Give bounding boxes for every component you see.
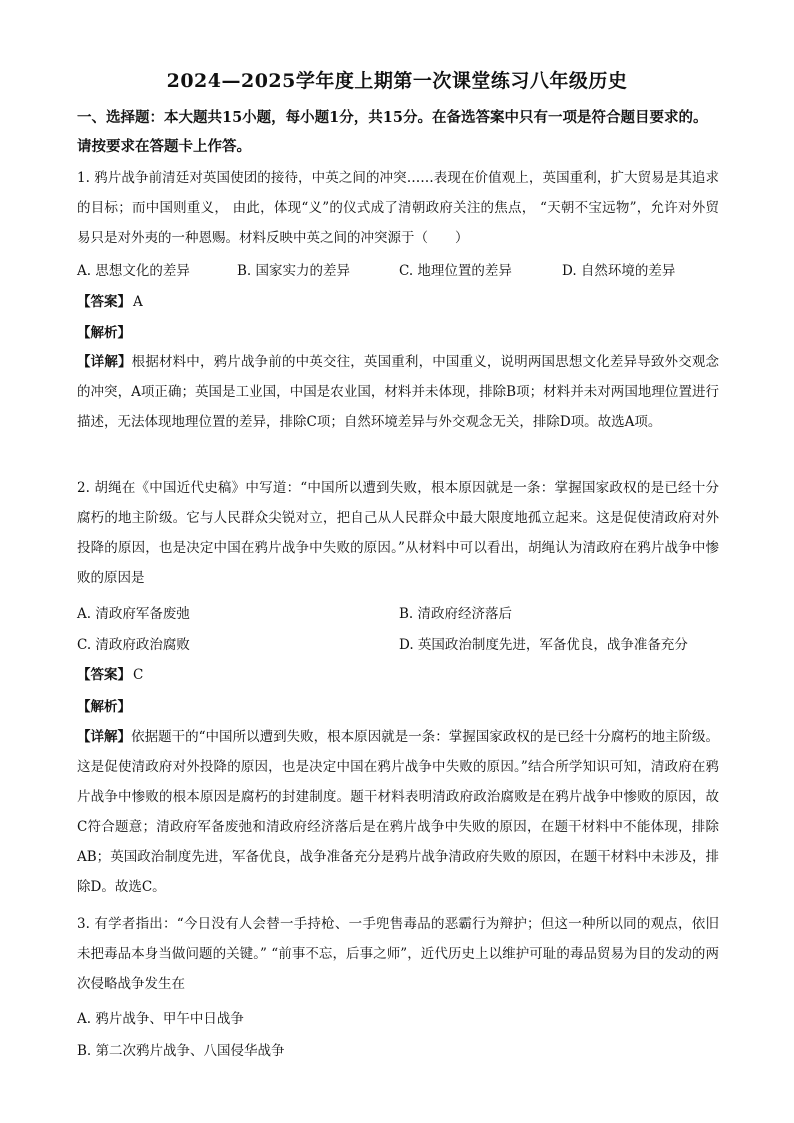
question-1-analysis — [77, 323, 131, 343]
answer-label: 【答案】 — [77, 294, 131, 310]
answer-value: C — [133, 667, 144, 683]
question-1-option-b: B. 国家实力的差异 — [237, 263, 351, 279]
detail-text: 根据材料中，鸦片战争前的中英交往，英国重利，中国重义，说明两国思想文化差异导致外交观念的冲突，A项正确；英国是工业国，中国是农业国，材料并未体现，排除B项；材料并未对两国地理位置进行描述，无法体现地理位置的差异，排除C项；自然环境差异与外交观念无关，排除D项。故选A项。 — [77, 354, 720, 430]
question-1-detail — [77, 347, 719, 437]
question-2-stem: 2. 胡绳在《中国近代史稿》中写道：“中国所以遭到失败，根本原因就是一条：掌握国家政权的是已经十分腐朽的地主阶级。它与人民群众尖锐对立，把自己从人民群众中最大限度地孤立起来。这是促使清政府对外投降的原因，也是决定中国在鸦片战争中失败的原因。”从材料中可以看出，胡绳认为清政府在鸦片战争中惨败的原因是 — [77, 480, 719, 586]
question-2-detail — [77, 722, 719, 902]
answer-label: 【答案】 — [77, 667, 131, 683]
question-1-option-a: A. 思想文化的差异 — [77, 263, 190, 279]
answer-value: A — [133, 294, 143, 310]
question-1-stem: 1. 鸦片战争前清廷对英国使团的接待，中英之间的冲突……表现在价值观上，英国重利，扩大贸易是其追求的目标；而中国则重义， 由此，体现“义”的仪式成了清朝政府关注的焦点， “天朝不宝远物”，允许对外贸易只是对外夷的一种恩赐。材料反映中英之间的冲突源于（ ） — [77, 170, 719, 246]
question-2-option-a: A. 清政府军备废弛 — [77, 606, 190, 622]
detail-text: 依据题干的“中国所以遭到失败，根本原因就是一条：掌握国家政权的是已经十分腐朽的地主阶级。这是促使清政府对外投降的原因，也是决定中国在鸦片战争中失败的原因。”结合所学知识可知，清政府在鸦片战争中惨败的根本原因是腐朽的封建制度。题干材料表明清政府政治腐败是在鸦片战争中惨败的原因，故C符合题意；清政府军备废弛和清政府经济落后是在鸦片战争中失败的原因，在题干材料中不能体现，排除AB；英国政治制度先进，军备优良，战争准备充分是鸦片战争清政府失败的原因，在题干材料中未涉及，排除D。故选C。 — [77, 729, 720, 895]
section-one-instructions: 一、选择题：本大题共15小题，每小题1分，共15分。在备选答案中只有一项是符合题目要求的。请按要求在答题卡上作答。 — [77, 109, 708, 155]
question-1-answer — [77, 292, 143, 312]
analysis-label: 【解析】 — [77, 325, 131, 341]
question-3-option-a: A. 鸦片战争、甲午中日战争 — [77, 1011, 244, 1027]
detail-label: 【详解】 — [77, 729, 132, 745]
analysis-label: 【解析】 — [77, 699, 131, 715]
exam-title: 2024—2025学年度上期第一次课堂练习八年级历史 — [166, 70, 628, 92]
detail-label: 【详解】 — [77, 354, 132, 370]
question-3-option-b: B. 第二次鸦片战争、八国侵华战争 — [77, 1043, 285, 1059]
question-3-stem: 3. 有学者指出：“今日没有人会替一手持枪、一手兜售毒品的恶霸行为辩护；但这一种所以同的观点，依旧未把毒品本身当做问题的关键。” “前事不忘，后事之师”，近代历史上以维护可耻的毒品贸易为目的发动的两次侵略战争发生在 — [77, 916, 719, 992]
question-2-answer — [77, 665, 143, 685]
question-2-analysis — [77, 697, 131, 717]
question-2-option-b: B. 清政府经济落后 — [399, 606, 513, 622]
question-2-option-c: C. 清政府政治腐败 — [77, 637, 190, 653]
question-2-option-d: D. 英国政治制度先进，军备优良，战争准备充分 — [399, 637, 688, 653]
question-1-option-d: D. 自然环境的差异 — [562, 263, 676, 279]
question-1-option-c: C. 地理位置的差异 — [399, 263, 512, 279]
